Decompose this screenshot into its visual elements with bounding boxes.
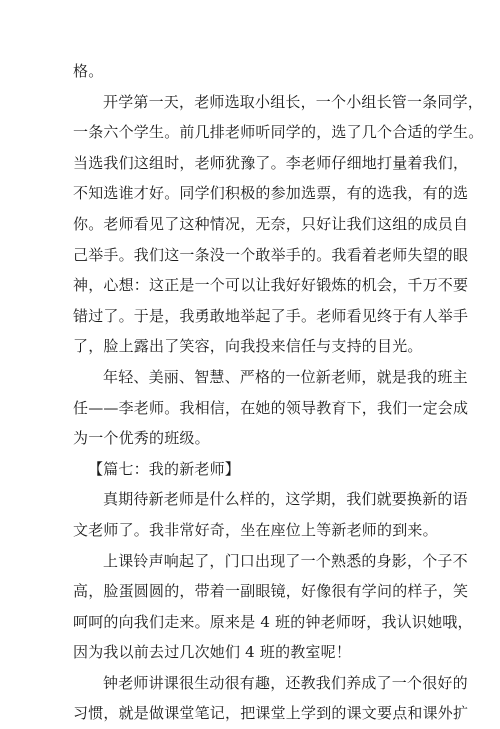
text-line: 上课铃声响起了，门口出现了一个熟悉的身影，个子不 bbox=[103, 551, 468, 570]
text-line: 文老师了。我非常好奇，坐在座位上等新老师的到来。 bbox=[73, 520, 438, 539]
text-line: 开学第一天，老师选取小组长，一个小组长管一条同学， bbox=[103, 92, 484, 111]
text-line: 因为我以前去过几次她们 4 班的教室呢！ bbox=[73, 643, 352, 662]
text-line: 格。 bbox=[73, 62, 104, 80]
text-line: 年轻、美丽、智慧、严格的一位新老师，就是我的班主 bbox=[103, 367, 468, 386]
text-line: 错过了。于是，我勇敢地举起了手。老师看见终于有人举手 bbox=[73, 306, 469, 325]
text-line: 不知选谁才好。同学们积极的参加选票，有的选我，有的选 bbox=[73, 184, 469, 203]
text-line: 为一个优秀的班级。 bbox=[73, 429, 210, 448]
text-line: 习惯，就是做课堂笔记，把课堂上学到的课文要点和课外扩 bbox=[73, 704, 469, 723]
text-line: 一条六个学生。前几排老师听同学的，选了几个合适的学生。 bbox=[73, 123, 484, 142]
text-line: 了，脸上露出了笑容，向我投来信任与支持的目光。 bbox=[73, 337, 423, 356]
text-line: 真期待新老师是什么样的，这学期，我们就要换新的语 bbox=[103, 490, 468, 509]
text-line: 己举手。我们这一条没一个敢举手的。我看着老师失望的眼 bbox=[73, 245, 469, 264]
text-line: 任——李老师。我相信，在她的领导教育下，我们一定会成 bbox=[73, 398, 469, 417]
section-heading: 【篇七：我的新老师】 bbox=[88, 459, 241, 478]
text-line: 高，脸蛋圆圆的，带着一副眼镜，好像很有学问的样子，笑 bbox=[73, 582, 469, 601]
text-line: 你。老师看见了这种情况，无奈，只好让我们这组的成员自 bbox=[73, 214, 469, 233]
text-line: 呵呵的向我们走来。原来是 4 班的钟老师呀，我认识她哦， bbox=[73, 612, 473, 631]
text-line: 神，心想：这正是一个可以让我好好锻炼的机会，千万不要 bbox=[73, 276, 469, 295]
text-line: 当选我们这组时，老师犹豫了。李老师仔细地打量着我们， bbox=[73, 153, 469, 172]
text-line: 钟老师讲课很生动很有趣，还教我们养成了一个很好的 bbox=[103, 673, 468, 692]
document-page bbox=[73, 56, 484, 729]
